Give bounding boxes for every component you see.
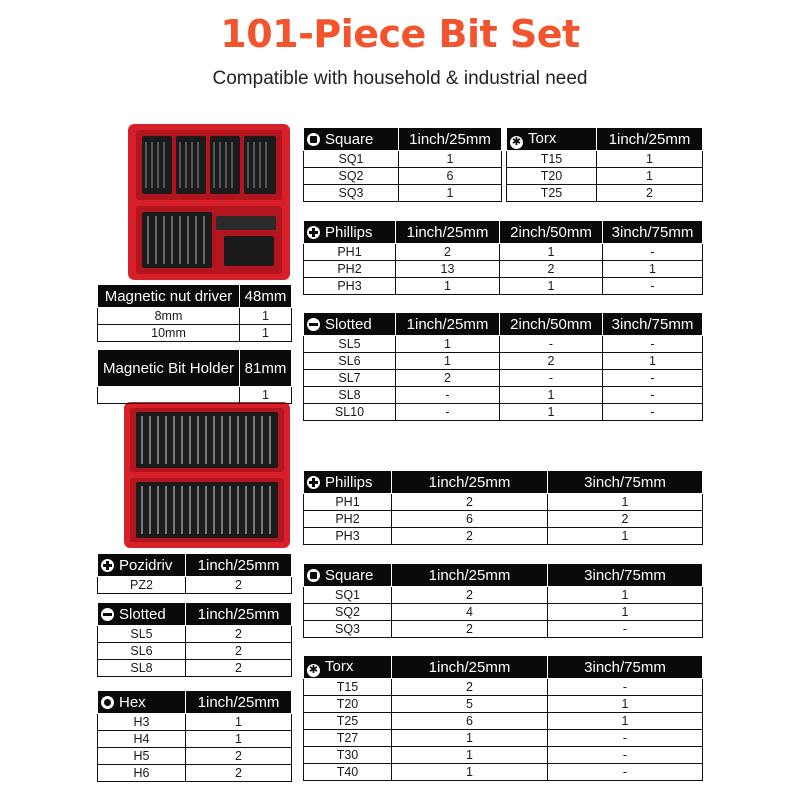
header-row <box>98 285 292 308</box>
bit-type-header <box>304 471 392 494</box>
header-label: 3inch/75mm <box>611 223 694 241</box>
size-cell: SL6 <box>98 643 186 660</box>
quantity-cell: 2 <box>500 261 603 278</box>
quantity-cell: 1 <box>392 747 548 764</box>
size-cell: SQ2 <box>304 168 399 185</box>
page-subtitle: Compatible with household & industrial need <box>212 68 588 89</box>
length-header <box>392 564 548 587</box>
table-row <box>304 370 703 387</box>
quantity-cell: - <box>548 621 703 638</box>
table-row <box>507 168 703 185</box>
quantity-cell: 1 <box>548 696 703 713</box>
table-row <box>304 764 703 781</box>
header-row <box>507 128 703 151</box>
size-cell <box>98 387 240 404</box>
header-label: Phillips <box>325 473 373 491</box>
table-row <box>304 185 502 202</box>
quantity-cell: 2 <box>392 679 548 696</box>
header-label: 1inch/25mm <box>406 223 489 241</box>
table-row <box>304 713 703 730</box>
quantity-cell: 1 <box>392 764 548 781</box>
size-cell: PH1 <box>304 244 396 261</box>
table-row <box>304 730 703 747</box>
square-table-top <box>303 127 502 202</box>
table-row <box>304 621 703 638</box>
header-label: 48mm <box>244 287 287 305</box>
quantity-cell: 1 <box>396 336 500 353</box>
size-cell: T30 <box>304 747 392 764</box>
header-label: 3inch/75mm <box>611 315 694 333</box>
quantity-cell: 2 <box>548 511 703 528</box>
quantity-cell: 1 <box>548 604 703 621</box>
phillips-table-bottom <box>303 470 703 545</box>
table-row <box>304 696 703 713</box>
table-row <box>304 353 703 370</box>
size-cell: SQ2 <box>304 604 392 621</box>
header-label: 3inch/75mm <box>584 473 666 491</box>
size-cell: PZ2 <box>98 577 186 594</box>
pozidriv-icon <box>101 559 114 572</box>
table-row <box>304 404 703 421</box>
table-row <box>304 679 703 696</box>
hex-icon <box>101 696 114 709</box>
table-row <box>304 747 703 764</box>
quantity-cell: 1 <box>186 714 292 731</box>
size-cell: SL10 <box>304 404 396 421</box>
size-cell: SL8 <box>98 660 186 677</box>
bit-case-image-1 <box>128 124 290 280</box>
quantity-cell: 2 <box>500 353 603 370</box>
quantity-cell: 1 <box>399 185 502 202</box>
table-row <box>304 261 703 278</box>
size-cell: PH2 <box>304 261 396 278</box>
header-label: Square <box>325 130 374 148</box>
length-header <box>396 221 500 244</box>
table-row <box>98 660 292 677</box>
table-row <box>507 151 703 168</box>
length-header <box>548 471 703 494</box>
size-cell: PH3 <box>304 528 392 545</box>
length-header <box>240 350 292 387</box>
table-row <box>98 577 292 594</box>
quantity-cell: 2 <box>396 370 500 387</box>
torx-table-bottom <box>303 655 703 781</box>
quantity-cell: 6 <box>399 168 502 185</box>
size-cell: T40 <box>304 764 392 781</box>
table-row <box>98 387 292 404</box>
header-label: 3inch/75mm <box>584 566 666 584</box>
length-header <box>392 656 548 679</box>
table-row <box>304 494 703 511</box>
table-row <box>304 511 703 528</box>
header-row <box>304 128 502 151</box>
quantity-cell: 2 <box>396 244 500 261</box>
header-label: Magnetic Bit Holder <box>103 359 234 377</box>
bit-type-header <box>98 350 240 387</box>
header-label: 81mm <box>244 359 287 377</box>
size-cell: SQ1 <box>304 151 399 168</box>
header-label: Phillips <box>325 223 373 241</box>
quantity-cell: 1 <box>500 278 603 295</box>
quantity-cell: 6 <box>392 511 548 528</box>
quantity-cell: 2 <box>597 185 703 202</box>
header-row <box>98 691 292 714</box>
size-cell: 8mm <box>98 308 240 325</box>
quantity-cell: - <box>603 404 703 421</box>
quantity-cell: 1 <box>603 261 703 278</box>
table-row <box>304 244 703 261</box>
quantity-cell: 1 <box>548 587 703 604</box>
length-header <box>186 603 292 626</box>
header-label: 1inch/25mm <box>428 566 511 584</box>
header-label: 1inch/25mm <box>428 473 511 491</box>
header-label: Hex <box>119 693 146 711</box>
phillips-table-top <box>303 220 703 295</box>
quantity-cell: - <box>603 244 703 261</box>
size-cell: T15 <box>304 679 392 696</box>
table-row <box>98 765 292 782</box>
header-label: 1inch/25mm <box>197 693 280 711</box>
header-label: Magnetic nut driver <box>104 287 233 305</box>
slotted-table-bottom <box>97 602 292 677</box>
size-cell: SL8 <box>304 387 396 404</box>
table-row <box>98 643 292 660</box>
phillips-icon <box>307 226 320 239</box>
header-label: 1inch/25mm <box>409 130 491 148</box>
quantity-cell: 1 <box>548 528 703 545</box>
length-header <box>396 313 500 336</box>
header-row <box>304 564 703 587</box>
quantity-cell: 4 <box>392 604 548 621</box>
slotted-table-top <box>303 312 703 421</box>
header-label: Slotted <box>119 605 166 623</box>
header-label: Pozidriv <box>119 556 173 574</box>
bit-type-header <box>304 564 392 587</box>
length-header <box>392 471 548 494</box>
header-label: 1inch/25mm <box>197 556 280 574</box>
header-label: 1inch/25mm <box>197 605 280 623</box>
table-row <box>98 748 292 765</box>
page-title: 101-Piece Bit Set <box>220 12 580 56</box>
quantity-cell: 1 <box>597 168 703 185</box>
table-row <box>304 528 703 545</box>
bit-type-header <box>98 554 186 577</box>
bit-type-header <box>98 285 240 308</box>
quantity-cell: 1 <box>392 730 548 747</box>
quantity-cell: 1 <box>396 353 500 370</box>
header-label: 1inch/25mm <box>406 315 489 333</box>
length-header <box>603 221 703 244</box>
table-row <box>304 336 703 353</box>
size-cell: 10mm <box>98 325 240 342</box>
table-row <box>304 387 703 404</box>
size-cell: SQ3 <box>304 185 399 202</box>
phillips-icon <box>307 476 320 489</box>
quantity-cell: 1 <box>240 387 292 404</box>
quantity-cell: - <box>603 387 703 404</box>
header-label: 2inch/50mm <box>510 223 592 241</box>
quantity-cell: - <box>548 764 703 781</box>
header-label: 1inch/25mm <box>428 658 511 676</box>
table-row <box>304 604 703 621</box>
bit-type-header <box>304 128 399 151</box>
length-header <box>186 554 292 577</box>
bit-type-header <box>304 313 396 336</box>
size-cell: SL5 <box>98 626 186 643</box>
nut-driver-table <box>97 284 292 342</box>
quantity-cell: - <box>548 730 703 747</box>
length-header <box>548 656 703 679</box>
quantity-cell: 1 <box>500 244 603 261</box>
hex-table <box>97 690 292 782</box>
size-cell: PH1 <box>304 494 392 511</box>
quantity-cell: 1 <box>597 151 703 168</box>
quantity-cell: 2 <box>186 660 292 677</box>
size-cell: H3 <box>98 714 186 731</box>
table-row <box>98 626 292 643</box>
quantity-cell: 1 <box>240 308 292 325</box>
header-label: Square <box>325 566 374 584</box>
length-header <box>548 564 703 587</box>
size-cell: SQ1 <box>304 587 392 604</box>
quantity-cell: 13 <box>396 261 500 278</box>
header-label: 2inch/50mm <box>510 315 592 333</box>
size-cell: T20 <box>304 696 392 713</box>
table-row <box>304 168 502 185</box>
pozidriv-table <box>97 553 292 594</box>
table-row <box>98 731 292 748</box>
size-cell: T15 <box>507 151 597 168</box>
quantity-cell: 1 <box>548 494 703 511</box>
size-cell: SQ3 <box>304 621 392 638</box>
length-header <box>186 691 292 714</box>
quantity-cell: - <box>548 679 703 696</box>
size-cell: T25 <box>304 713 392 730</box>
bit-type-header <box>507 128 597 151</box>
size-cell: SL7 <box>304 370 396 387</box>
slotted-icon <box>307 318 320 331</box>
header-label: Torx <box>528 129 557 147</box>
length-header <box>500 313 603 336</box>
header-row <box>304 313 703 336</box>
bit-case-image-2 <box>124 402 290 548</box>
quantity-cell: - <box>396 404 500 421</box>
quantity-cell: - <box>500 336 603 353</box>
header-row <box>304 471 703 494</box>
quantity-cell: - <box>603 336 703 353</box>
bit-holder-table <box>97 349 292 404</box>
quantity-cell: 2 <box>186 626 292 643</box>
quantity-cell: 2 <box>392 587 548 604</box>
torx-icon: ✱ <box>511 135 522 148</box>
table-row <box>98 308 292 325</box>
header-row <box>98 350 292 387</box>
length-header <box>399 128 502 151</box>
square-table-bottom <box>303 563 703 638</box>
quantity-cell: 1 <box>500 404 603 421</box>
size-cell: PH3 <box>304 278 396 295</box>
header-label: Torx <box>325 657 354 675</box>
header-row <box>98 603 292 626</box>
quantity-cell: 1 <box>399 151 502 168</box>
table-row <box>304 151 502 168</box>
size-cell: SL6 <box>304 353 396 370</box>
header-label: Slotted <box>325 315 372 333</box>
quantity-cell: 1 <box>186 731 292 748</box>
table-row <box>507 185 703 202</box>
quantity-cell: 1 <box>240 325 292 342</box>
square-icon <box>307 569 320 582</box>
bit-type-header <box>304 221 396 244</box>
header-row <box>304 656 703 679</box>
bit-type-header <box>98 691 186 714</box>
length-header <box>597 128 703 151</box>
quantity-cell: 2 <box>392 494 548 511</box>
quantity-cell: 6 <box>392 713 548 730</box>
quantity-cell: 2 <box>186 577 292 594</box>
quantity-cell: 2 <box>392 528 548 545</box>
quantity-cell: 1 <box>603 353 703 370</box>
torx-icon: ✱ <box>308 663 319 676</box>
size-cell: H4 <box>98 731 186 748</box>
quantity-cell: - <box>603 278 703 295</box>
length-header <box>603 313 703 336</box>
size-cell: H6 <box>98 765 186 782</box>
quantity-cell: 2 <box>186 765 292 782</box>
size-cell: H5 <box>98 748 186 765</box>
table-row <box>304 587 703 604</box>
size-cell: PH2 <box>304 511 392 528</box>
torx-table-top <box>506 127 703 202</box>
table-row <box>98 325 292 342</box>
quantity-cell: 2 <box>392 621 548 638</box>
length-header <box>500 221 603 244</box>
square-icon <box>307 133 320 146</box>
size-cell: T20 <box>507 168 597 185</box>
quantity-cell: 1 <box>548 713 703 730</box>
table-row <box>304 278 703 295</box>
header-label: 1inch/25mm <box>608 130 691 148</box>
length-header <box>240 285 292 308</box>
header-row <box>304 221 703 244</box>
quantity-cell: 1 <box>396 278 500 295</box>
slotted-icon <box>101 608 114 621</box>
quantity-cell: 2 <box>186 748 292 765</box>
table-row <box>98 714 292 731</box>
quantity-cell: - <box>500 370 603 387</box>
quantity-cell: - <box>603 370 703 387</box>
size-cell: SL5 <box>304 336 396 353</box>
quantity-cell: - <box>548 747 703 764</box>
quantity-cell: - <box>396 387 500 404</box>
bit-type-header <box>304 656 392 679</box>
header-label: 3inch/75mm <box>584 658 666 676</box>
header-row <box>98 554 292 577</box>
size-cell: T25 <box>507 185 597 202</box>
quantity-cell: 5 <box>392 696 548 713</box>
bit-type-header <box>98 603 186 626</box>
quantity-cell: 1 <box>500 387 603 404</box>
size-cell: T27 <box>304 730 392 747</box>
quantity-cell: 2 <box>186 643 292 660</box>
